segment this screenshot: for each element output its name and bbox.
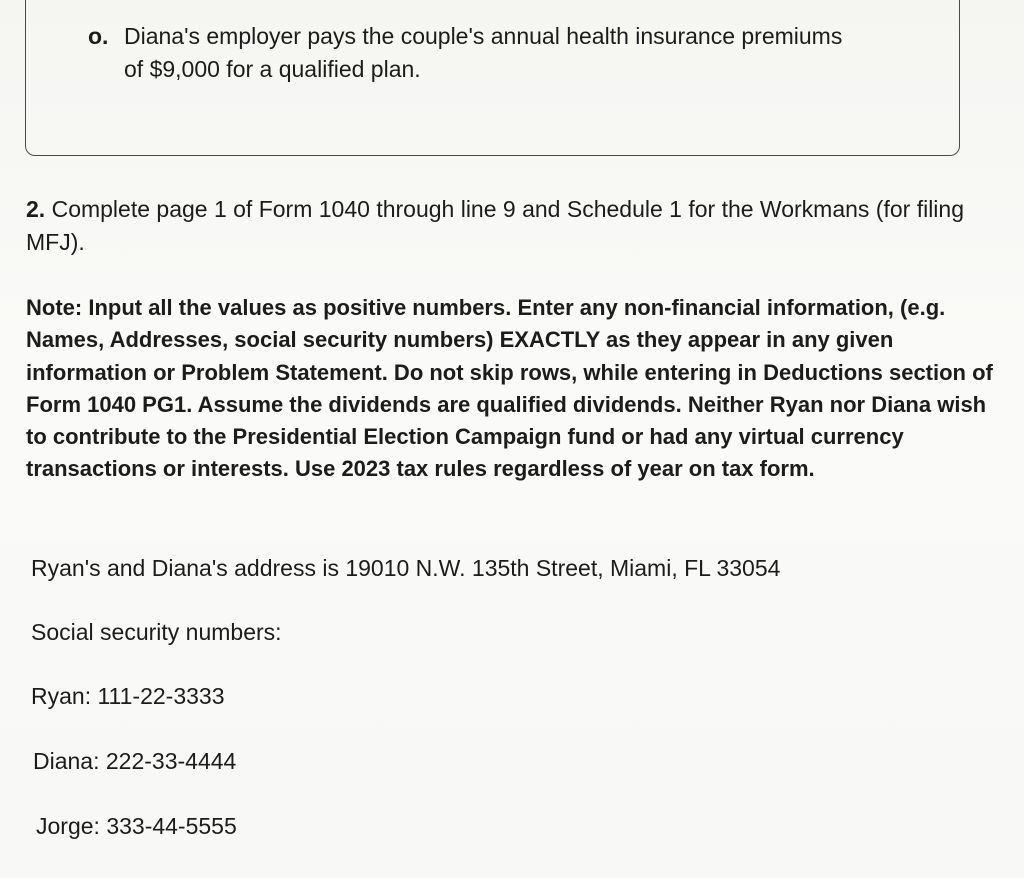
list-item-marker: o. (88, 23, 109, 49)
question-2 (26, 193, 986, 259)
list-item-o (88, 20, 848, 86)
question-number: 2. (26, 196, 46, 222)
address-line: Ryan's and Diana's address is 19010 N.W. 135th Street, Miami, FL 33054 (31, 555, 781, 581)
ssn-heading: Social security numbers: (31, 619, 282, 645)
list-item-text: Diana's employer pays the couple's annual health insurance premiums of $9,000 for a qualified plan. (124, 23, 843, 82)
ssn-diana: Diana: 222-33-4444 (33, 748, 237, 774)
ssn-ryan: Ryan: 111-22-3333 (31, 683, 225, 709)
note-paragraph: Note: Input all the values as positive numbers. Enter any non-financial information, (e.g. Names, Addresses, social security numbers) EXACTLY as they appear in any given information or Problem Statement. Do not skip rows, while entering in Deductions section of Form 1040 PG1. Assume the dividends are qualified dividends. Neither Ryan nor Diana wish to contribute to the Presidential Election Campaign fund or had any virtual currency transactions or interests. Use 2023 tax rules regardless of year on tax form. (26, 295, 993, 482)
ssn-jorge: Jorge: 333-44-5555 (36, 813, 237, 839)
question-text: Complete page 1 of Form 1040 through line 9 and Schedule 1 for the Workmans (for filing MFJ). (26, 196, 964, 255)
